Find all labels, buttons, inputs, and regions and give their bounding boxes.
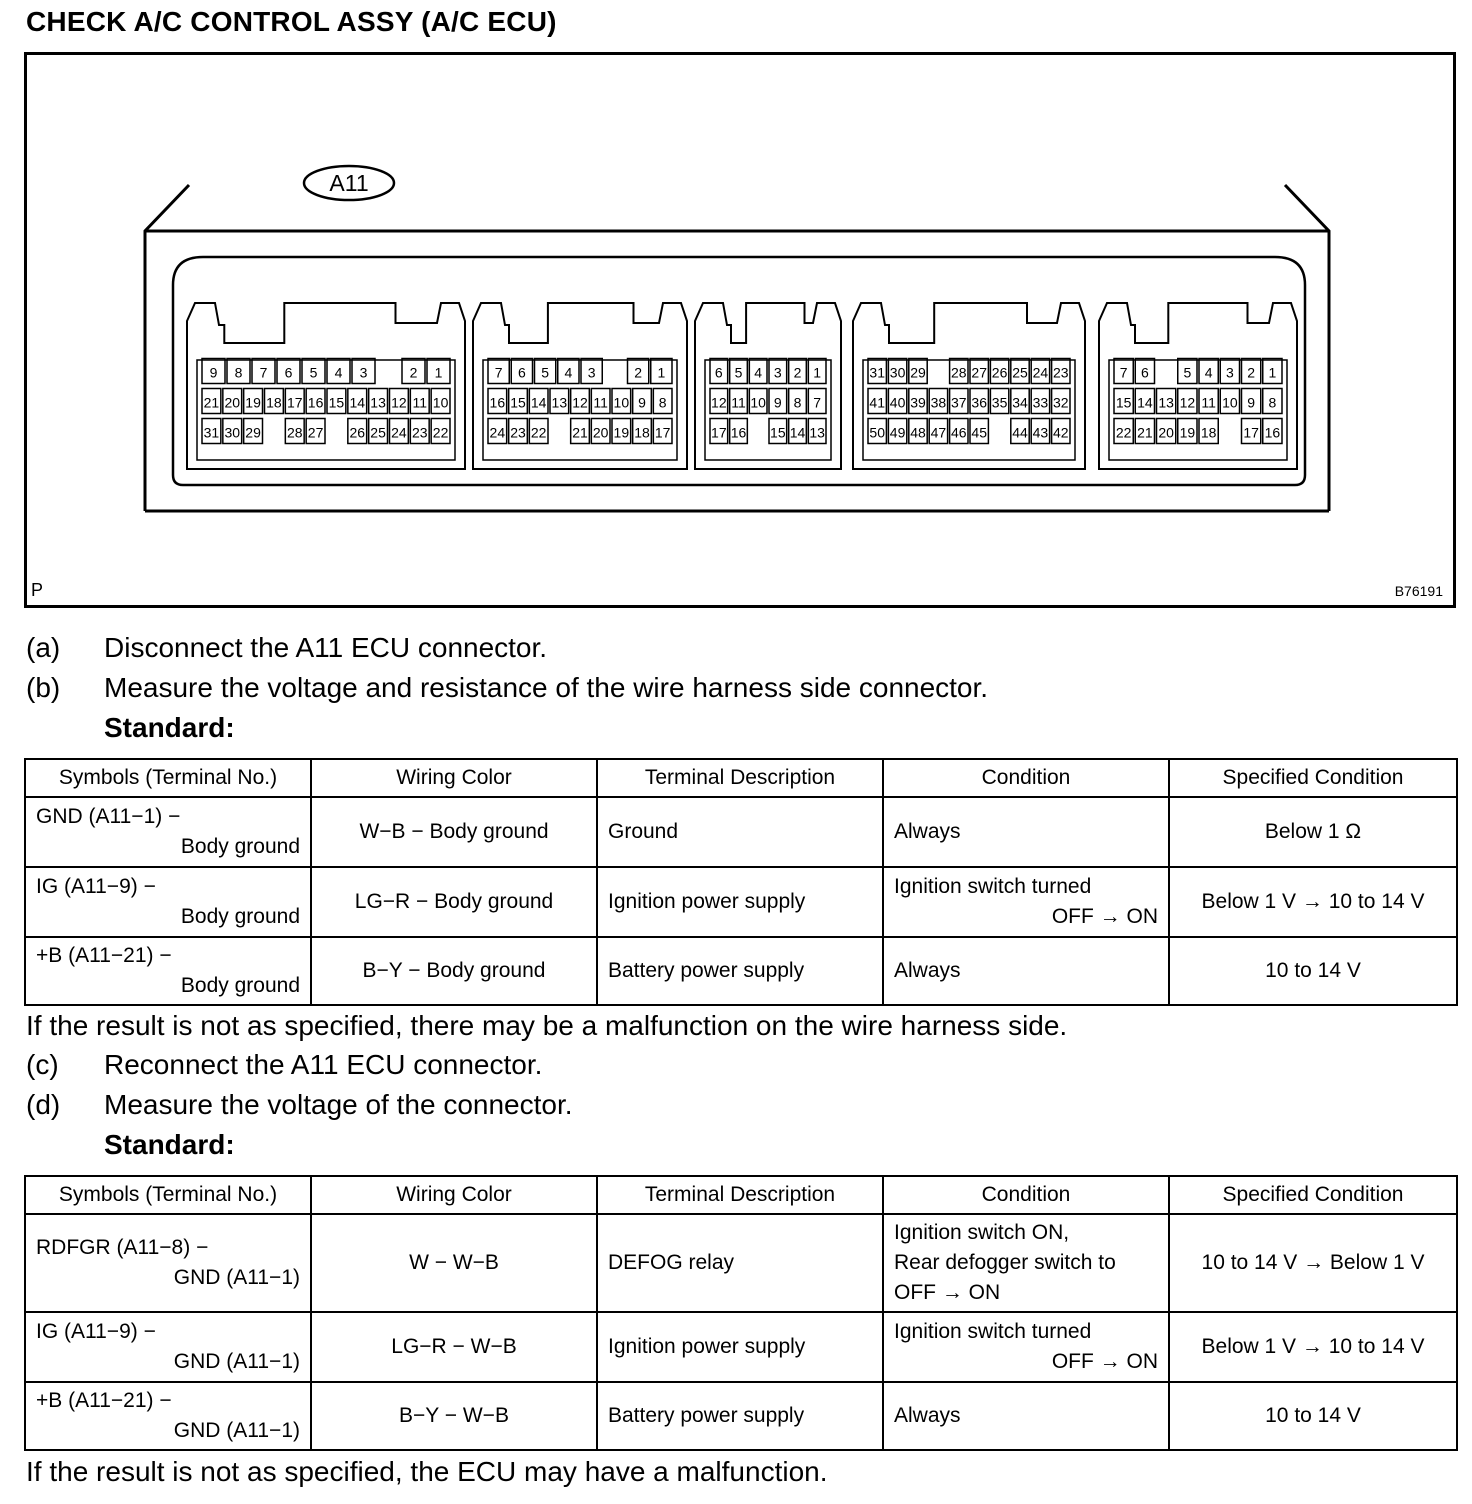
step-c — [26, 1049, 542, 1081]
symbol-line-1: +B (A11−21) − — [36, 1389, 172, 1412]
pin-number: 23 — [510, 424, 526, 441]
cell-spec: Below 1 V → 10 to 14 V — [1169, 867, 1457, 937]
pin-number: 19 — [613, 424, 630, 441]
pin-number: 10 — [1222, 394, 1238, 411]
pin-number: 10 — [613, 394, 630, 411]
pin-number: 14 — [530, 394, 547, 411]
pin-number: 46 — [951, 424, 967, 441]
connector-group — [187, 303, 465, 469]
step-b-text: Measure the voltage and resistance of the wire harness side connector. — [104, 672, 989, 703]
symbol-line-1: RDFGR (A11−8) − — [36, 1236, 209, 1259]
connector-label: A11 — [329, 170, 369, 196]
pin-number: 22 — [530, 424, 547, 441]
pin-number: 40 — [889, 394, 906, 411]
table-row — [25, 867, 1457, 937]
pin-number: 3 — [359, 364, 368, 381]
header-specified-condition: Specified Condition — [1169, 759, 1457, 797]
pin-number: 4 — [564, 364, 573, 381]
pin-number: 18 — [634, 424, 650, 441]
pin-number: 10 — [432, 394, 449, 411]
pin-number: 3 — [773, 364, 782, 381]
header-terminal-description: Terminal Description — [597, 1176, 883, 1214]
step-b — [26, 672, 988, 704]
pin-number: 33 — [1032, 394, 1049, 411]
condition-line-1: Always — [894, 1404, 961, 1427]
pin-number: 8 — [793, 394, 802, 411]
cell-condition — [883, 1312, 1169, 1382]
pin-number: 35 — [991, 394, 1008, 411]
symbol-line-2: Body ground — [180, 835, 300, 858]
pin-number: 38 — [930, 394, 947, 411]
cell-description: Battery power supply — [597, 1382, 883, 1450]
cell-wiring: LG−R − W−B — [311, 1312, 597, 1382]
pin-number: 16 — [1264, 424, 1281, 441]
condition-line-2: Rear defogger switch to — [894, 1251, 1116, 1274]
symbol-line-1: GND (A11−1) − — [36, 805, 181, 828]
pin-number: 18 — [1200, 424, 1217, 441]
cell-spec: 10 to 14 V — [1169, 937, 1457, 1005]
cell-symbol — [25, 797, 311, 867]
cell-wiring: B−Y − Body ground — [311, 937, 597, 1005]
pin-number: 17 — [711, 424, 727, 441]
header-wiring-color: Wiring Color — [311, 1176, 597, 1214]
header-specified-condition: Specified Condition — [1169, 1176, 1457, 1214]
pin-number: 27 — [971, 364, 987, 381]
pin-number: 4 — [754, 364, 763, 381]
pin-number: 10 — [750, 394, 766, 411]
pin-number: 2 — [409, 364, 418, 381]
pin-number: 6 — [1140, 364, 1149, 381]
pin-number: 28 — [286, 424, 303, 441]
pin-number: 8 — [1268, 394, 1277, 411]
step-d-text: Measure the voltage of the connector. — [104, 1089, 573, 1120]
pin-number: 8 — [658, 394, 667, 411]
pin-number: 1 — [813, 364, 822, 381]
symbol-line-2: Body ground — [180, 905, 300, 928]
cell-spec: Below 1 V → 10 to 14 V — [1169, 1312, 1457, 1382]
connector-group — [695, 303, 841, 469]
pin-number: 12 — [711, 394, 727, 411]
pin-number: 3 — [1225, 364, 1234, 381]
table-row — [25, 937, 1457, 1005]
pin-number: 1 — [1268, 364, 1277, 381]
step-a-label: (a) — [26, 632, 61, 663]
pin-number: 31 — [203, 424, 220, 441]
cell-condition — [883, 937, 1169, 1005]
pin-number: 21 — [572, 424, 588, 441]
pin-number: 42 — [1053, 424, 1069, 441]
cell-wiring: W − W−B — [311, 1214, 597, 1312]
condition-line-1: Ignition switch turned — [894, 875, 1092, 898]
pin-number: 17 — [286, 394, 303, 411]
pin-number: 7 — [1119, 364, 1128, 381]
pin-number: 22 — [432, 424, 449, 441]
pin-number: 15 — [328, 394, 345, 411]
pin-number: 11 — [412, 394, 428, 411]
pin-number: 21 — [1137, 424, 1153, 441]
cell-wiring: W−B − Body ground — [311, 797, 597, 867]
pin-number: 9 — [209, 364, 218, 381]
pin-number: 19 — [245, 394, 261, 411]
pin-number: 20 — [592, 424, 609, 441]
pin-number: 3 — [587, 364, 596, 381]
pin-number: 50 — [869, 424, 885, 441]
pin-number: 8 — [234, 364, 243, 381]
cell-spec: 10 to 14 V → Below 1 V — [1169, 1214, 1457, 1312]
condition-line-1: Ignition switch ON, — [894, 1221, 1070, 1244]
cell-condition — [883, 867, 1169, 937]
header-condition: Condition — [883, 759, 1169, 797]
step-c-label: (c) — [26, 1049, 59, 1080]
pin-number: 14 — [349, 394, 366, 411]
pin-number: 5 — [734, 364, 743, 381]
standard-label-2: Standard: — [104, 1129, 235, 1160]
symbol-line-2: GND (A11−1) — [173, 1419, 300, 1442]
header-symbols: Symbols (Terminal No.) — [25, 759, 311, 797]
pin-number: 41 — [869, 394, 885, 411]
pin-number: 26 — [349, 424, 366, 441]
pin-number: 12 — [572, 394, 588, 411]
step-a-text: Disconnect the A11 ECU connector. — [104, 632, 548, 663]
cell-symbol — [25, 867, 311, 937]
connector-group — [473, 303, 687, 469]
pin-number: 1 — [434, 364, 443, 381]
table-row — [25, 1382, 1457, 1450]
pin-number: 15 — [1115, 394, 1132, 411]
pin-number: 34 — [1012, 394, 1028, 411]
pin-number: 29 — [910, 364, 926, 381]
pin-number: 9 — [638, 394, 646, 411]
pin-number: 16 — [489, 394, 506, 411]
pin-number: 27 — [307, 424, 324, 441]
symbol-line-2: GND (A11−1) — [173, 1350, 300, 1373]
pin-number: 11 — [731, 394, 746, 411]
pin-number: 5 — [541, 364, 550, 381]
pin-number: 14 — [789, 424, 806, 441]
header-condition: Condition — [883, 1176, 1169, 1214]
pin-number: 1 — [657, 364, 666, 381]
pin-number: 7 — [259, 364, 268, 381]
cell-description: Ignition power supply — [597, 867, 883, 937]
pin-number: 13 — [551, 394, 568, 411]
cell-condition — [883, 1382, 1169, 1450]
cell-symbol — [25, 937, 311, 1005]
pin-number: 12 — [1179, 394, 1196, 411]
note-1: If the result is not as specified, there may be a malfunction on the wire harness side. — [26, 1010, 1068, 1041]
pin-number: 23 — [1053, 364, 1069, 381]
condition-line-2: OFF → ON — [1051, 1350, 1158, 1373]
standard-label-1: Standard: — [104, 712, 235, 743]
pin-number: 20 — [1158, 424, 1174, 441]
pin-number: 2 — [793, 364, 802, 381]
cell-wiring: B−Y − W−B — [311, 1382, 597, 1450]
cell-description: DEFOG relay — [597, 1214, 883, 1312]
header-terminal-description: Terminal Description — [597, 759, 883, 797]
pin-number: 24 — [391, 424, 407, 441]
pin-number: 9 — [773, 394, 782, 411]
pin-number: 31 — [869, 364, 885, 381]
pin-number: 6 — [517, 364, 526, 381]
table-row — [25, 1214, 1457, 1312]
pin-number: 24 — [1032, 364, 1049, 381]
pin-number: 23 — [411, 424, 428, 441]
condition-line-1: Always — [894, 820, 961, 843]
pin-number: 21 — [203, 394, 220, 411]
symbol-line-2: Body ground — [180, 974, 300, 997]
header-wiring-color: Wiring Color — [311, 759, 597, 797]
figure-code: B76191 — [1394, 583, 1443, 599]
pin-number: 24 — [489, 424, 506, 441]
pin-number: 5 — [1183, 364, 1192, 381]
pin-number: 30 — [889, 364, 906, 381]
pin-number: 25 — [370, 424, 386, 441]
pin-number: 36 — [971, 394, 987, 411]
pin-number: 15 — [510, 394, 526, 411]
step-c-text: Reconnect the A11 ECU connector. — [104, 1049, 543, 1080]
step-b-label: (b) — [26, 672, 61, 703]
pin-number: 20 — [224, 394, 241, 411]
pin-number: 44 — [1012, 424, 1028, 441]
symbol-line-2: GND (A11−1) — [173, 1266, 300, 1289]
pin-number: 48 — [910, 424, 926, 441]
pin-number: 26 — [991, 364, 1008, 381]
connector-drawing — [27, 55, 1453, 605]
pin-number: 19 — [1179, 424, 1196, 441]
pin-number: 17 — [654, 424, 671, 441]
pin-number: 15 — [770, 424, 786, 441]
table-row — [25, 797, 1457, 867]
condition-line-2: OFF → ON — [1051, 905, 1158, 928]
pin-number: 7 — [494, 364, 503, 381]
symbol-line-1: IG (A11−9) − — [36, 1320, 156, 1343]
pin-number: 13 — [370, 394, 386, 411]
connector-group — [1099, 303, 1297, 469]
step-a — [26, 632, 547, 664]
pin-number: 49 — [889, 424, 906, 441]
header-symbols: Symbols (Terminal No.) — [25, 1176, 311, 1214]
step-d-label: (d) — [26, 1089, 61, 1120]
pin-number: 5 — [309, 364, 318, 381]
page-title: CHECK A/C CONTROL ASSY (A/C ECU) — [26, 6, 557, 37]
cell-wiring: LG−R − Body ground — [311, 867, 597, 937]
pin-number: 43 — [1032, 424, 1049, 441]
pin-number: 37 — [951, 394, 967, 411]
pin-number: 14 — [1137, 394, 1153, 411]
symbol-line-1: +B (A11−21) − — [36, 944, 172, 967]
pin-number: 7 — [813, 394, 822, 411]
condition-line-1: Ignition switch turned — [894, 1320, 1092, 1343]
table-header-row — [25, 1176, 1457, 1214]
corner-mark: P — [31, 580, 44, 600]
cell-symbol — [25, 1214, 311, 1312]
note-2: If the result is not as specified, the ECU may have a malfunction. — [26, 1456, 828, 1487]
pin-number: 4 — [334, 364, 343, 381]
cell-symbol — [25, 1382, 311, 1450]
pin-number: 39 — [910, 394, 926, 411]
pin-number: 2 — [1247, 364, 1256, 381]
pin-number: 45 — [971, 424, 987, 441]
standard-table-2 — [24, 1175, 1458, 1451]
table-header-row — [25, 759, 1457, 797]
pin-number: 6 — [714, 364, 723, 381]
connector-figure — [24, 52, 1456, 608]
cell-description: Ground — [597, 797, 883, 867]
cell-description: Battery power supply — [597, 937, 883, 1005]
connector-group — [853, 303, 1085, 469]
pin-number: 6 — [284, 364, 293, 381]
pin-number: 29 — [245, 424, 261, 441]
standard-table-1 — [24, 758, 1458, 1006]
step-d — [26, 1089, 573, 1121]
pin-number: 16 — [307, 394, 324, 411]
pin-number: 2 — [634, 364, 643, 381]
cell-symbol — [25, 1312, 311, 1382]
pin-number: 18 — [266, 394, 282, 411]
pin-number: 30 — [224, 424, 241, 441]
cell-spec: Below 1 Ω — [1169, 797, 1457, 867]
table-row — [25, 1312, 1457, 1382]
pin-number: 13 — [1158, 394, 1174, 411]
pin-number: 25 — [1012, 364, 1028, 381]
pin-number: 22 — [1115, 424, 1132, 441]
pin-number: 28 — [951, 364, 967, 381]
pin-number: 13 — [809, 424, 825, 441]
cell-condition — [883, 1214, 1169, 1312]
symbol-line-1: IG (A11−9) − — [36, 875, 156, 898]
condition-line-3: OFF → ON — [894, 1281, 1001, 1304]
pin-number: 4 — [1204, 364, 1213, 381]
cell-condition — [883, 797, 1169, 867]
pin-number: 32 — [1053, 394, 1069, 411]
cell-description: Ignition power supply — [597, 1312, 883, 1382]
condition-line-1: Always — [894, 959, 961, 982]
pin-number: 12 — [391, 394, 407, 411]
pin-number: 47 — [930, 424, 947, 441]
pin-number: 11 — [593, 394, 608, 411]
pin-number: 17 — [1243, 424, 1259, 441]
cell-spec: 10 to 14 V — [1169, 1382, 1457, 1450]
pin-number: 11 — [1201, 394, 1216, 411]
pin-number: 16 — [730, 424, 747, 441]
pin-number: 9 — [1247, 394, 1256, 411]
